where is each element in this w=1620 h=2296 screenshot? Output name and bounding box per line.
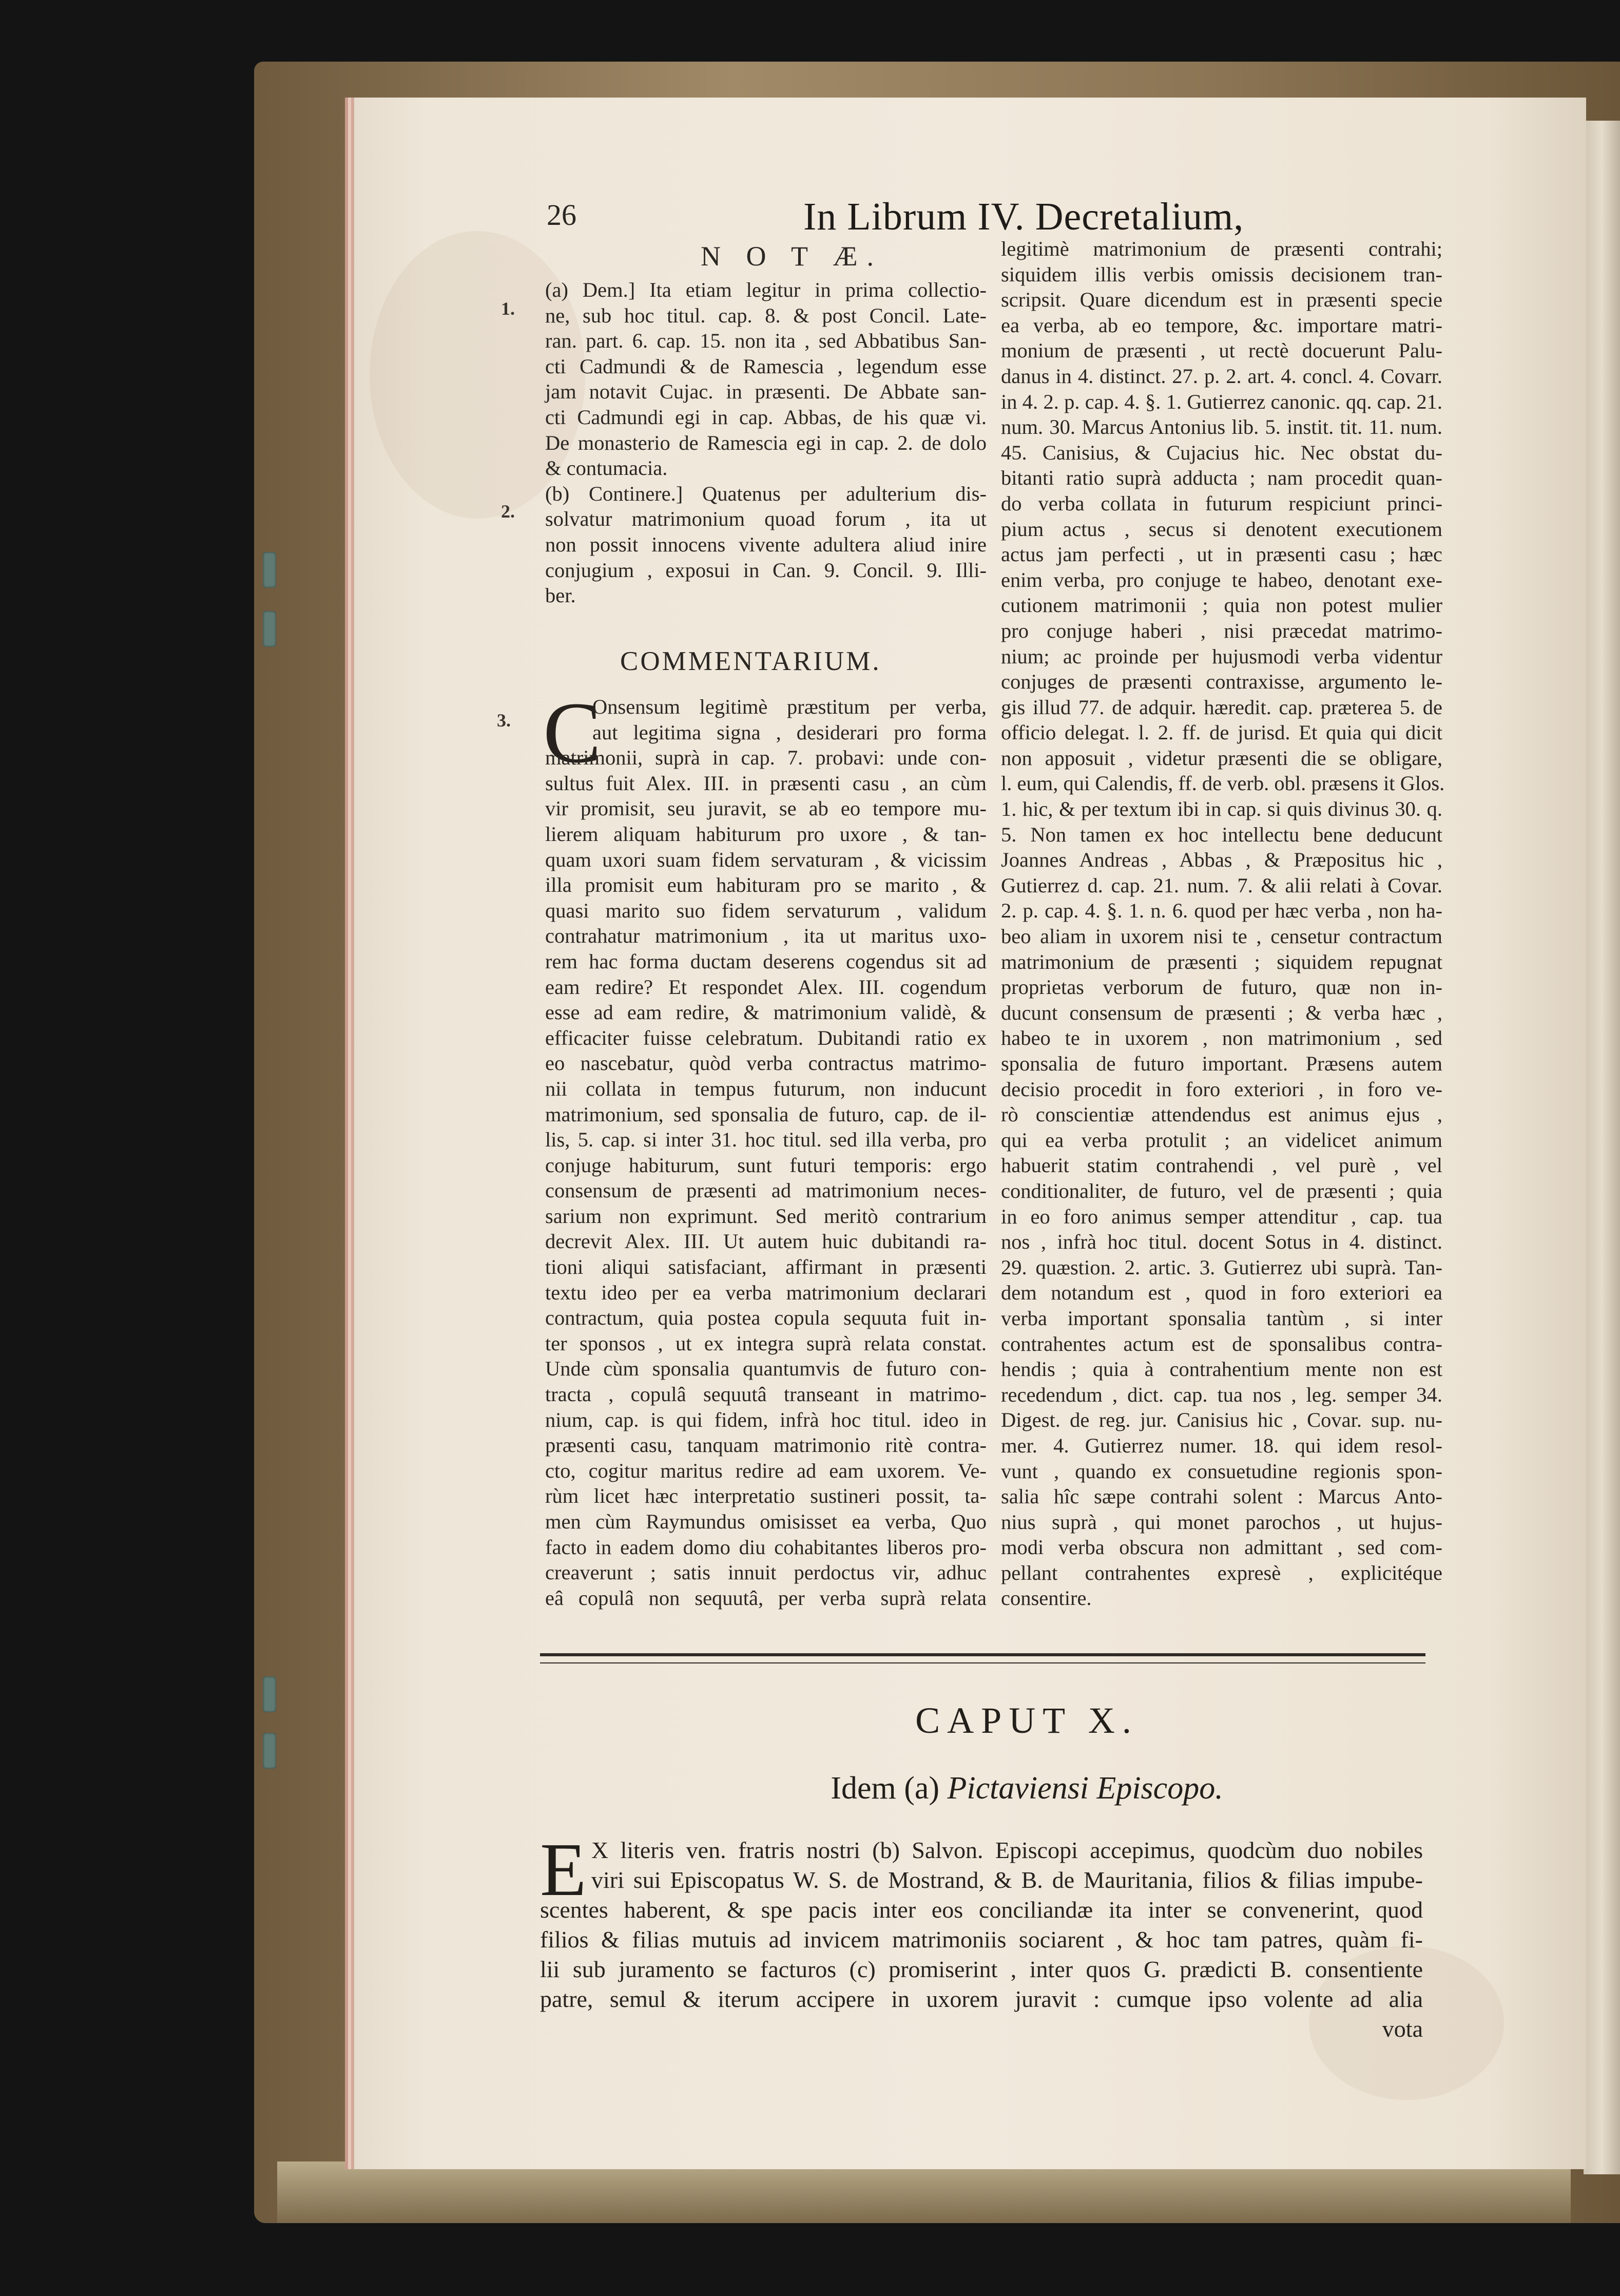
commentarium-line: eo nascebatur, quòd verba contractus matrimo- xyxy=(545,1051,987,1075)
commentarium-line: eâ copulâ non sequutâ, per verba suprà relata xyxy=(545,1586,987,1610)
drop-cap: C xyxy=(543,684,602,781)
right-column-line: salia hîc sæpe contrahi solent : Marcus Anto- xyxy=(1001,1485,1442,1508)
right-column-line: 2. p. cap. 4. §. 1. n. 6. quod per hæc verba , non ha- xyxy=(1001,899,1442,923)
commentarium-line: rùm licet hæc interpretatio sustineri possit, ta- xyxy=(545,1484,987,1508)
body-line: filios & filias mutuis ad invicem matrimoniis sociarent , & hoc tam patres, quàm fi- xyxy=(540,1926,1423,1953)
commentarium-line: men cùm Raymundus omisisset ea verba, Quo xyxy=(545,1510,987,1533)
body-line: viri sui Episcopatus W. S. de Mostrand, & B. de Mauritania, filios & filias impube- xyxy=(591,1867,1423,1893)
margin-marker: 3. xyxy=(497,710,511,731)
right-column-line: ducunt consensum de præsenti ; & verba hæc , xyxy=(1001,1001,1442,1024)
right-column-line: modi verba obscura non admittant , sed com- xyxy=(1001,1536,1442,1559)
divider-rule xyxy=(540,1653,1425,1656)
right-column-line: decisio procedit in foro exteriori , in foro ve- xyxy=(1001,1077,1442,1101)
commentarium-line: nium, cap. is qui fidem, infrà hoc titul. ideo in xyxy=(545,1408,987,1431)
commentarium-line: decrevit Alex. III. Ut autem huic dubitandi ra- xyxy=(545,1230,987,1253)
right-column-line: in 4. 2. p. cap. 4. §. 1. Gutierrez canonic. qq. cap. 21. xyxy=(1001,390,1442,413)
right-column-line: 1. hic, & per textum ibi in cap. si quis divinus 30. q. xyxy=(1001,797,1442,821)
body-line: patre, semul & iterum accipere in uxorem juravit : cumque ipso volente ad alia xyxy=(540,1986,1423,2012)
note-line: ne, sub hoc titul. cap. 8. & post Concil. Late- xyxy=(545,303,987,327)
right-column-line: Digest. de reg. jur. Canisius hic , Covar. sup. nu- xyxy=(1001,1408,1442,1432)
right-column-line: danus in 4. distinct. 27. p. 2. art. 4. concl. 4. Covarr. xyxy=(1001,364,1442,388)
commentarium-line: textu ideo per ea verba matrimonium declarari xyxy=(545,1280,987,1304)
right-column-line: sponsalia de futuro important. Præsens autem xyxy=(1001,1052,1442,1075)
chapter-title: CAPUT X. xyxy=(915,1700,1139,1741)
margin-marker: 2. xyxy=(501,501,515,522)
divider-rule xyxy=(540,1662,1425,1663)
commentarium-line: facto in eadem domo diu cohabitantes liberos pro- xyxy=(545,1535,987,1559)
right-column-line: vunt , quando ex consuetudine regionis spon- xyxy=(1001,1459,1442,1483)
commentarium-line: contractum, quia postea copula sequuta fuit in- xyxy=(545,1306,987,1330)
commentarium-line: esse ad eam redire, & matrimonium validè, & xyxy=(545,1001,987,1024)
clasp-hinge xyxy=(263,611,276,647)
right-column-line: 5. Non tamen ex hoc intellectu bene deducunt xyxy=(1001,822,1442,846)
body-line: scentes haberent, & spe pacis inter eos conciliandæ ita inter se convenerint, quod xyxy=(540,1897,1423,1923)
right-column-line: consentire. xyxy=(1001,1586,1092,1610)
commentarium-line: nii collata in tempus futurum, non inducunt xyxy=(545,1077,987,1100)
right-column-line: bitanti ratio suprà adducta ; nam procedit quan- xyxy=(1001,466,1442,490)
commentarium-line: quasi marito suo fidem servaturum , validum xyxy=(545,898,987,922)
right-column-line: verba important sponsalia tantùm , si inter xyxy=(1001,1306,1442,1330)
note-line: ber. xyxy=(545,584,576,607)
note-line: (b) Continere.] Quatenus per adulterium dis- xyxy=(545,482,987,505)
commentarium-line: lierem aliquam habiturum pro uxore , & tan- xyxy=(545,822,987,846)
note-line: conjugium , exposui in Can. 9. Concil. 9. Illi- xyxy=(545,558,987,582)
drop-cap: E xyxy=(540,1828,587,1912)
commentarium-line: tioni aliqui satisfaciant, affirmant in præsenti xyxy=(545,1255,987,1279)
right-column-line: conditionaliter, de futuro, vel de præsenti ; quia xyxy=(1001,1179,1442,1202)
right-column-line: in eo foro animus semper attenditur , cap. tua xyxy=(1001,1204,1442,1228)
commentarium-line: aut legitima signa , desiderari pro forma xyxy=(592,720,987,744)
book-foredge xyxy=(277,2161,1571,2223)
right-column-line: legitimè matrimonium de præsenti contrahi; xyxy=(1001,237,1442,260)
right-column-line: conjuges de præsenti contraxisse, argumento le- xyxy=(1001,670,1442,694)
subtitle-addressee: Pictaviensi Episcopo. xyxy=(947,1771,1223,1806)
right-column-line: siquidem illis verbis omissis decisionem tran- xyxy=(1001,262,1442,286)
commentarium-line: lis, 5. cap. si inter 31. hoc titul. sed illa verba, pro xyxy=(545,1128,987,1152)
right-column-line: l. eum, qui Calendis, ff. de verb. obl. præsens it Glos. xyxy=(1001,772,1445,795)
right-column-line: recedendum , dict. cap. tua nos , leg. semper 34. xyxy=(1001,1383,1442,1406)
commentarium-line: præsenti casu, tanquam matrimonio ritè contra- xyxy=(545,1433,987,1457)
note-line: De monasterio de Ramescia egi in cap. 2. de dolo xyxy=(545,431,987,454)
catchword: vota xyxy=(1382,2016,1423,2042)
commentarium-line: cto, cogitur maritus redire ad eam uxorem. Ve- xyxy=(545,1459,987,1482)
subtitle-prefix: Idem (a) xyxy=(831,1771,948,1806)
right-column-line: hendis ; quia à contrahentium mente non est xyxy=(1001,1357,1442,1381)
commentarium-line: vir promisit, seu juravit, se ab eo tempore mu- xyxy=(545,797,987,820)
right-column-line: mer. 4. Gutierrez numer. 18. qui idem resol- xyxy=(1001,1433,1442,1457)
commentarium-line: efficaciter fuisse celebratum. Dubitandi ratio ex xyxy=(545,1026,987,1049)
note-line: non possit innocens vivente adultera aliud inire xyxy=(545,532,987,556)
right-column-line: pellant contrahentes expresè , explicitéque xyxy=(1001,1561,1442,1584)
commentarium-line: sarium non exprimunt. Sed meritò contrarium xyxy=(545,1204,987,1228)
running-title: In Librum IV. Decretalium, xyxy=(803,195,1244,238)
right-column-line: pro conjuge haberi , nisi præcedat matrimo- xyxy=(1001,619,1442,642)
right-column-line: num. 30. Marcus Antonius lib. 5. instit. tit. 11. num. xyxy=(1001,415,1442,439)
note-line: (a) Dem.] Ita etiam legitur in prima collectio- xyxy=(545,278,987,301)
commentarium-line: rem hac forma ductam deserens cogendus sit ad xyxy=(545,949,987,973)
right-column-line: officio delegat. l. 2. ff. de jurisd. Et quia qui dicit xyxy=(1001,721,1442,744)
commentarium-heading: COMMENTARIUM. xyxy=(620,646,881,676)
chapter-body xyxy=(540,1835,1423,2044)
right-column-line: cutionem matrimonii ; quia non potest mulier xyxy=(1001,594,1442,617)
notae-heading: N O T Æ. xyxy=(701,241,883,272)
commentarium-line: eam redire? Et respondet Alex. III. cogendum xyxy=(545,975,987,999)
note-line: & contumacia. xyxy=(545,456,668,480)
right-column-line: Gutierrez d. cap. 21. num. 7. & alii relati à Covar. xyxy=(1001,873,1442,897)
commentarium-line: ter sponsos , ut ex integra suprà relata constat. xyxy=(545,1331,987,1355)
right-column-line: scripsit. Quare dicendum est in præsenti specie xyxy=(1001,288,1442,312)
right-column-line: proprietas verborum de futuro, quæ non in- xyxy=(1001,975,1442,999)
margin-marker: 1. xyxy=(501,298,515,319)
right-column-line: Joannes Andreas , Abbas , & Præpositus hic , xyxy=(1001,848,1442,872)
note-line: ran. part. 6. cap. 15. non ita , sed Abbatibus San- xyxy=(545,329,987,353)
right-column-line: qui ea verba protulit ; an videlicet animum xyxy=(1001,1128,1442,1152)
right-column-line: do verba collata in futurum respiciunt princi- xyxy=(1001,491,1442,515)
body-line: X literis ven. fratris nostri (b) Salvon. Episcopi accepimus, quodcùm duo nobiles xyxy=(591,1837,1423,1863)
note-line: solvatur matrimonium quoad forum , ita ut xyxy=(545,507,987,531)
commentarium-line: creaverunt ; satis innuit perdoctus vir, adhuc xyxy=(545,1561,987,1584)
note-line: cti Cadmundi & de Ramescia , legendum esse xyxy=(545,354,987,378)
notae-left-column xyxy=(545,277,987,608)
chapter-subtitle xyxy=(0,1770,1620,1807)
right-column-line: matrimonium de præsenti ; siquidem repugnat xyxy=(1001,950,1442,973)
right-column-line: habuerit statim contrahendi , vel purè , vel xyxy=(1001,1154,1442,1177)
commentarium-line: consensum de præsenti ad matrimonium neces- xyxy=(545,1179,987,1202)
right-column-line: contrahentes actum est de sponsalibus contra- xyxy=(1001,1332,1442,1355)
commentarium-line: illa promisit eum habituram pro se marito , & xyxy=(545,873,987,897)
commentarium-line: contrahatur matrimonium , ita ut maritus uxo- xyxy=(545,924,987,948)
right-column-line: rò conscientiæ attendendus est animus ejus , xyxy=(1001,1103,1442,1126)
body-line: lii sub juramento se facturos (c) promiserint , inter quos G. prædicti B. consentiente xyxy=(540,1956,1423,1982)
right-column-line: non apposuit , videtur præsenti die se obligare, xyxy=(1001,746,1442,770)
commentarium-line: sultus fuit Alex. III. in præsenti casu , an cùm xyxy=(545,771,987,795)
right-column-line: nius suprà , qui monet parochos , ut hujus- xyxy=(1001,1510,1442,1534)
note-line: jam notavit Cujac. in præsenti. De Abbate san- xyxy=(545,380,987,404)
right-column-line: dem notandum est , quod in foro exteriori ea xyxy=(1001,1281,1442,1305)
right-column-line: pium actus , secus si denotent executionem xyxy=(1001,517,1442,541)
right-column-line: monium de præsenti , ut rectè docuerunt Palu- xyxy=(1001,339,1442,362)
commentarium-column xyxy=(543,684,987,1611)
right-column-line: nos , infrà hoc titul. docent Sotus in 4. distinct. xyxy=(1001,1230,1442,1254)
commentarium-line: quam uxori suam fidem servaturam , & vicissim xyxy=(545,848,987,871)
commentarium-line: matrimonium, sed sponsalia de futuro, cap. de il- xyxy=(545,1102,987,1126)
right-column-line: habeo te in uxorem , non matrimonium , sed xyxy=(1001,1026,1442,1050)
right-column-line: nium; ac proinde per hujusmodi verba videntur xyxy=(1001,644,1442,668)
commentarium-line: Onsensum legitimè præstitum per verba, xyxy=(592,695,987,718)
right-column-line: actus jam perfecti , ut in præsenti casu ; hæc xyxy=(1001,543,1442,566)
commentarium-line: matrimonii, suprà in cap. 7. probavi: unde con- xyxy=(545,746,987,770)
right-column-line: 29. quæstion. 2. artic. 3. Gutierrez ubi suprà. Tan- xyxy=(1001,1255,1442,1279)
right-column-line: 45. Canisius, & Cujacius hic. Nec obstat du- xyxy=(1001,441,1442,464)
page-number: 26 xyxy=(547,198,576,232)
right-column-line: enim verba, pro conjuge te habeo, denotant exe- xyxy=(1001,568,1442,591)
commentarium-line: tracta , copulâ sequutâ transeant in matrimo- xyxy=(545,1383,987,1406)
right-column-line: ea verba, ab eo tempore, &c. importare matri- xyxy=(1001,313,1442,337)
right-column-line: beo aliam in uxorem nisi te , censetur contractum xyxy=(1001,925,1442,948)
note-line: cti Cadmundi egi in cap. Abbas, de his quæ vi. xyxy=(545,405,987,429)
right-column-line: gis illud 77. de adquir. hæredit. cap. præterea 5. de xyxy=(1001,695,1442,719)
right-column xyxy=(1001,236,1445,1611)
facing-page-edge xyxy=(1584,121,1620,2174)
commentarium-line: Unde cùm sponsalia quantumvis de futuro con- xyxy=(545,1357,987,1381)
commentarium-line: conjuge habiturum, sunt futuri temporis: ergo xyxy=(545,1153,987,1177)
clasp-hinge xyxy=(263,552,276,588)
